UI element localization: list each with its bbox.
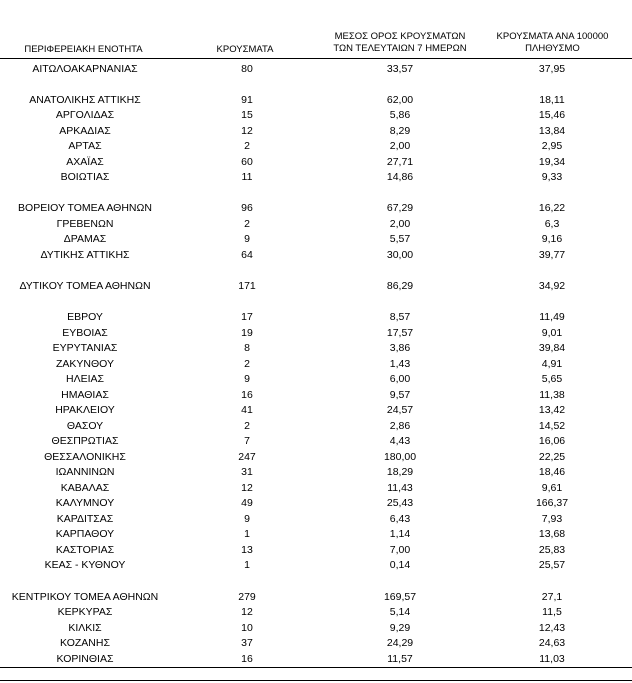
cell-region: ΑΡΚΑΔΙΑΣ: [59, 125, 111, 137]
cell-region: ΚΕΑΣ - ΚΥΘΝΟΥ: [44, 559, 126, 571]
cell-avg: 3,86: [389, 342, 411, 354]
table-row: [0, 124, 632, 139]
cell-per-100000: 13,84: [538, 125, 566, 137]
cell-region: ΚΕΝΤΡΙΚΟΥ ΤΟΜΕΑ ΑΘΗΝΩΝ: [11, 591, 159, 603]
cell-cases: 2: [244, 218, 250, 230]
cell-cases: 9: [244, 513, 250, 525]
cell-cases: 96: [241, 202, 253, 214]
cell-cases: 9: [244, 233, 250, 245]
cell-region: ΔΥΤΙΚΗΣ ΑΤΤΙΚΗΣ: [40, 249, 130, 261]
cell-cases: 64: [241, 249, 253, 261]
cell-region: ΑΡΤΑΣ: [68, 140, 102, 152]
table-row: [0, 372, 632, 387]
cell-region: ΚΑΡΔΙΤΣΑΣ: [56, 513, 114, 525]
table-row: [0, 388, 632, 403]
cell-avg: 18,29: [386, 466, 414, 478]
table-row: [0, 605, 632, 620]
table-row: [0, 434, 632, 449]
cell-cases: 16: [241, 653, 253, 665]
cell-avg: 1,14: [389, 528, 411, 540]
cell-avg: 6,43: [389, 513, 411, 525]
table-row: [0, 357, 632, 372]
cell-cases: 16: [241, 389, 253, 401]
cell-avg: 1,43: [389, 358, 411, 370]
table-row: [0, 232, 632, 247]
table-row: [0, 93, 632, 108]
cell-avg: 24,29: [386, 637, 414, 649]
table-row: [0, 108, 632, 123]
cell-region: ΗΜΑΘΙΑΣ: [61, 389, 109, 401]
cell-region: ΑΙΤΩΛΟΑΚΑΡΝΑΝΙΑΣ: [32, 63, 138, 75]
cell-per-100000: 13,68: [538, 528, 566, 540]
header-region: ΠΕΡΙΦΕΡΕΙΑΚΗ ΕΝΟΤΗΤΑ: [24, 44, 143, 55]
header-per-line2: ΠΛΗΘΥΣΜΟ: [525, 43, 580, 54]
cell-per-100000: 13,42: [538, 404, 566, 416]
cell-cases: 1: [244, 528, 250, 540]
cell-per-100000: 25,57: [538, 559, 566, 571]
cell-per-100000: 25,83: [538, 544, 566, 556]
cell-cases: 8: [244, 342, 250, 354]
cell-avg: 5,57: [389, 233, 411, 245]
cell-avg: 169,57: [383, 591, 417, 603]
cell-cases: 10: [241, 622, 253, 634]
cell-cases: 12: [241, 482, 253, 494]
cell-per-100000: 9,33: [541, 171, 563, 183]
cell-avg: 180,00: [383, 451, 417, 463]
cell-per-100000: 166,37: [535, 497, 569, 509]
cell-avg: 8,29: [389, 125, 411, 137]
header-per-line1: ΚΡΟΥΣΜΑΤΑ ΑΝΑ 100000: [496, 31, 609, 42]
header-per-100000: [485, 31, 620, 55]
cell-cases: 2: [244, 140, 250, 152]
cell-per-100000: 2,95: [541, 140, 563, 152]
cell-cases: 49: [241, 497, 253, 509]
cell-avg: 2,00: [389, 140, 411, 152]
cell-per-100000: 16,06: [538, 435, 566, 447]
cell-avg: 62,00: [386, 94, 414, 106]
cell-cases: 1: [244, 559, 250, 571]
cell-per-100000: 11,49: [539, 311, 565, 323]
cell-per-100000: 39,84: [538, 342, 566, 354]
cell-avg: 33,57: [386, 63, 414, 75]
cell-cases: 2: [244, 358, 250, 370]
cell-per-100000: 18,46: [538, 466, 566, 478]
cell-avg: 7,00: [389, 544, 411, 556]
cell-cases: 11: [241, 171, 253, 183]
cell-cases: 9: [244, 373, 250, 385]
bottom-divider: [0, 667, 632, 668]
cell-cases: 60: [241, 156, 253, 168]
cell-cases: 31: [241, 466, 253, 478]
table-row: [0, 481, 632, 496]
cell-region: ΘΑΣΟΥ: [66, 420, 104, 432]
cell-region: ΒΟΡΕΙΟΥ ΤΟΜΕΑ ΑΘΗΝΩΝ: [18, 202, 152, 214]
cell-avg: 9,57: [389, 389, 411, 401]
cell-cases: 7: [244, 435, 250, 447]
cell-per-100000: 9,61: [541, 482, 563, 494]
table-row: [0, 62, 632, 77]
cell-region: ΕΥΒΟΙΑΣ: [62, 327, 108, 339]
cell-region: ΙΩΑΝΝΙΝΩΝ: [55, 466, 115, 478]
table-row: [0, 419, 632, 434]
table-row: [0, 636, 632, 651]
table-row: [0, 139, 632, 154]
table-row: [0, 155, 632, 170]
cell-region: ΑΝΑΤΟΛΙΚΗΣ ΑΤΤΙΚΗΣ: [29, 94, 141, 106]
table-row: [0, 217, 632, 232]
cell-region: ΗΡΑΚΛΕΙΟΥ: [55, 404, 115, 416]
cell-region: ΔΥΤΙΚΟΥ ΤΟΜΕΑ ΑΘΗΝΩΝ: [19, 280, 151, 292]
cell-per-100000: 19,34: [538, 156, 566, 168]
cell-region: ΔΡΑΜΑΣ: [63, 233, 107, 245]
cell-cases: 171: [238, 280, 256, 292]
cell-region: ΑΡΓΟΛΙΔΑΣ: [55, 109, 115, 121]
cell-per-100000: 22,25: [538, 451, 566, 463]
table-row: [0, 201, 632, 216]
cell-cases: 80: [241, 63, 253, 75]
cell-per-100000: 11,5: [542, 606, 562, 618]
cell-cases: 247: [238, 451, 256, 463]
table-row: [0, 652, 632, 667]
cell-region: ΚΑΡΠΑΘΟΥ: [55, 528, 115, 540]
cell-avg: 2,00: [389, 218, 411, 230]
cell-region: ΗΛΕΙΑΣ: [65, 373, 104, 385]
cell-per-100000: 14,52: [538, 420, 566, 432]
cell-region: ΑΧΑΪΑΣ: [66, 156, 104, 168]
cell-region: ΚΑΣΤΟΡΙΑΣ: [55, 544, 115, 556]
cell-avg: 67,29: [386, 202, 414, 214]
cell-per-100000: 37,95: [538, 63, 566, 75]
cell-region: ΘΕΣΣΑΛΟΝΙΚΗΣ: [44, 451, 126, 463]
table-row: [0, 279, 632, 294]
table-row: [0, 590, 632, 605]
cell-per-100000: 15,46: [538, 109, 566, 121]
cell-per-100000: 16,22: [538, 202, 566, 214]
cell-cases: 91: [241, 94, 253, 106]
cell-per-100000: 27,1: [541, 591, 563, 603]
table-row: [0, 496, 632, 511]
cell-region: ΕΒΡΟΥ: [67, 311, 103, 323]
cell-cases: 12: [241, 125, 253, 137]
cell-cases: 15: [241, 109, 253, 121]
cell-per-100000: 5,65: [541, 373, 563, 385]
cell-region: ΒΟΙΩΤΙΑΣ: [60, 171, 110, 183]
cell-region: ΕΥΡΥΤΑΝΙΑΣ: [52, 342, 118, 354]
table-row: [0, 326, 632, 341]
cell-per-100000: 24,63: [538, 637, 566, 649]
cell-per-100000: 18,11: [539, 94, 565, 106]
cell-cases: 13: [241, 544, 253, 556]
cell-region: ΚΕΡΚΥΡΑΣ: [57, 606, 113, 618]
table-row: [0, 512, 632, 527]
cell-per-100000: 6,3: [544, 218, 560, 230]
cell-per-100000: 34,92: [538, 280, 566, 292]
cell-per-100000: 9,16: [541, 233, 563, 245]
table-row: [0, 310, 632, 325]
cell-per-100000: 12,43: [538, 622, 566, 634]
table-row: [0, 465, 632, 480]
table-row: [0, 248, 632, 263]
cell-avg: 0,14: [389, 559, 411, 571]
cell-avg: 4,43: [389, 435, 411, 447]
table-row: [0, 341, 632, 356]
header-divider: [0, 58, 632, 59]
header-avg: [330, 31, 470, 55]
cell-avg: 27,71: [386, 156, 414, 168]
cell-region: ΚΑΛΥΜΝΟΥ: [55, 497, 115, 509]
cell-region: ΚΟΡΙΝΘΙΑΣ: [56, 653, 114, 665]
table-row: [0, 543, 632, 558]
cell-avg: 8,57: [389, 311, 411, 323]
bottom-divider-2: [0, 680, 632, 681]
cell-cases: 17: [241, 311, 253, 323]
cell-avg: 9,29: [389, 622, 411, 634]
cell-avg: 11,43: [387, 482, 413, 494]
cell-avg: 86,29: [386, 280, 414, 292]
cell-per-100000: 7,93: [541, 513, 563, 525]
cell-per-100000: 9,01: [541, 327, 563, 339]
table-row: [0, 170, 632, 185]
cell-region: ΚΑΒΑΛΑΣ: [60, 482, 110, 494]
cell-avg: 2,86: [389, 420, 411, 432]
cell-avg: 5,86: [389, 109, 411, 121]
cell-per-100000: 39,77: [538, 249, 566, 261]
cell-cases: 2: [244, 420, 250, 432]
table-row: [0, 527, 632, 542]
cell-cases: 19: [241, 327, 253, 339]
cell-region: ΚΟΖΑΝΗΣ: [60, 637, 110, 649]
table-row: [0, 403, 632, 418]
table-row: [0, 621, 632, 636]
header-cases: ΚΡΟΥΣΜΑΤΑ: [216, 44, 274, 55]
cell-cases: 41: [241, 404, 253, 416]
cell-cases: 12: [241, 606, 253, 618]
cell-region: ΚΙΛΚΙΣ: [68, 622, 102, 634]
cell-per-100000: 11,38: [539, 389, 565, 401]
cell-avg: 11,57: [387, 653, 413, 665]
cell-avg: 14,86: [386, 171, 414, 183]
table-row: [0, 450, 632, 465]
cell-region: ΓΡΕΒΕΝΩΝ: [56, 218, 114, 230]
cell-region: ΘΕΣΠΡΩΤΙΑΣ: [51, 435, 119, 447]
header-avg-line2: ΤΩΝ ΤΕΛΕΥΤΑΙΩΝ 7 ΗΜΕΡΩΝ: [333, 43, 467, 54]
cell-avg: 24,57: [386, 404, 414, 416]
cell-cases: 279: [238, 591, 256, 603]
cell-cases: 37: [241, 637, 253, 649]
cell-avg: 25,43: [386, 497, 414, 509]
cell-region: ΖΑΚΥΝΘΟΥ: [55, 358, 114, 370]
table-row: [0, 558, 632, 573]
cell-avg: 5,14: [389, 606, 411, 618]
header-avg-line1: ΜΕΣΟΣ ΟΡΟΣ ΚΡΟΥΣΜΑΤΩΝ: [334, 31, 466, 42]
cell-per-100000: 11,03: [539, 653, 565, 665]
cell-avg: 17,57: [386, 327, 414, 339]
cell-per-100000: 4,91: [541, 358, 563, 370]
cell-avg: 30,00: [386, 249, 414, 261]
cell-avg: 6,00: [389, 373, 411, 385]
